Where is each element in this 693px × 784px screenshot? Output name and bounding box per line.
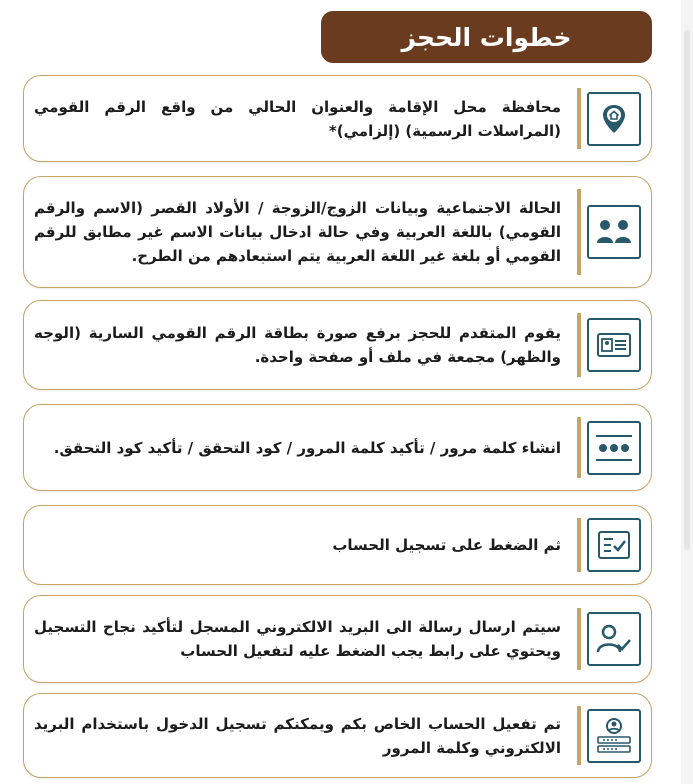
section-title-banner [321, 11, 652, 63]
step-divider [577, 189, 581, 275]
home-location-icon [587, 92, 641, 146]
step-divider [577, 608, 581, 670]
user-check-icon [587, 612, 641, 666]
user-login-icon [587, 709, 641, 763]
step-divider [577, 88, 581, 149]
step-card-3 [23, 300, 652, 390]
step-text: انشاء كلمة مرور / تأكيد كلمة المرور / كود التحقق / تأكيد كود التحقق. [53, 438, 561, 457]
step-text: تم تفعيل الحساب الخاص بكم ويمكنكم تسجيل الدخول باستخدام البريد الالكتروني وكلمة المرور [34, 714, 561, 757]
step-text: محافظة محل الإقامة والعنوان الحالي من واقع الرقم القومي (المراسلات الرسمية) (إلزامي)* [34, 97, 561, 140]
step-card-6 [23, 595, 652, 683]
step-card-4 [23, 404, 652, 491]
step-card-1 [23, 75, 652, 162]
step-divider [577, 706, 581, 765]
step-card-2 [23, 176, 652, 288]
step-text: سيتم ارسال رسالة الى البريد الالكتروني المسجل لتأكيد نجاح التسجيل ويحتوي على رابط يجب الضغط عليه لتفعيل الحساب [34, 618, 561, 660]
section-title: خطوات الحجز [401, 22, 572, 52]
step-card-7 [23, 693, 652, 778]
step-text: ثم الضغط على تسجيل الحساب [332, 536, 561, 554]
step-divider [577, 313, 581, 377]
step-divider [577, 518, 581, 572]
step-text: الحالة الاجتماعية وبيانات الزوج/الزوجة / الأولاد القصر (الاسم والرقم القومي) باللغة العربية وفي حالة ادخال بيانات الاسم غير مطابق للرقم القومي أو بلغة غير اللغة العربية يتم استبعادهم من الطرح. [34, 199, 561, 265]
family-users-icon [587, 205, 641, 259]
form-check-icon [587, 518, 641, 572]
id-card-icon [587, 318, 641, 372]
step-text: يقوم المتقدم للحجز برفع صورة بطاقة الرقم القومي السارية (الوجه والظهر) مجمعة في ملف أو صفحة واحدة. [34, 324, 561, 366]
step-divider [577, 417, 581, 478]
scrollbar-thumb[interactable] [684, 30, 690, 550]
step-card-5 [23, 505, 652, 585]
scrollbar-track[interactable] [681, 0, 693, 784]
password-dots-icon [587, 421, 641, 475]
